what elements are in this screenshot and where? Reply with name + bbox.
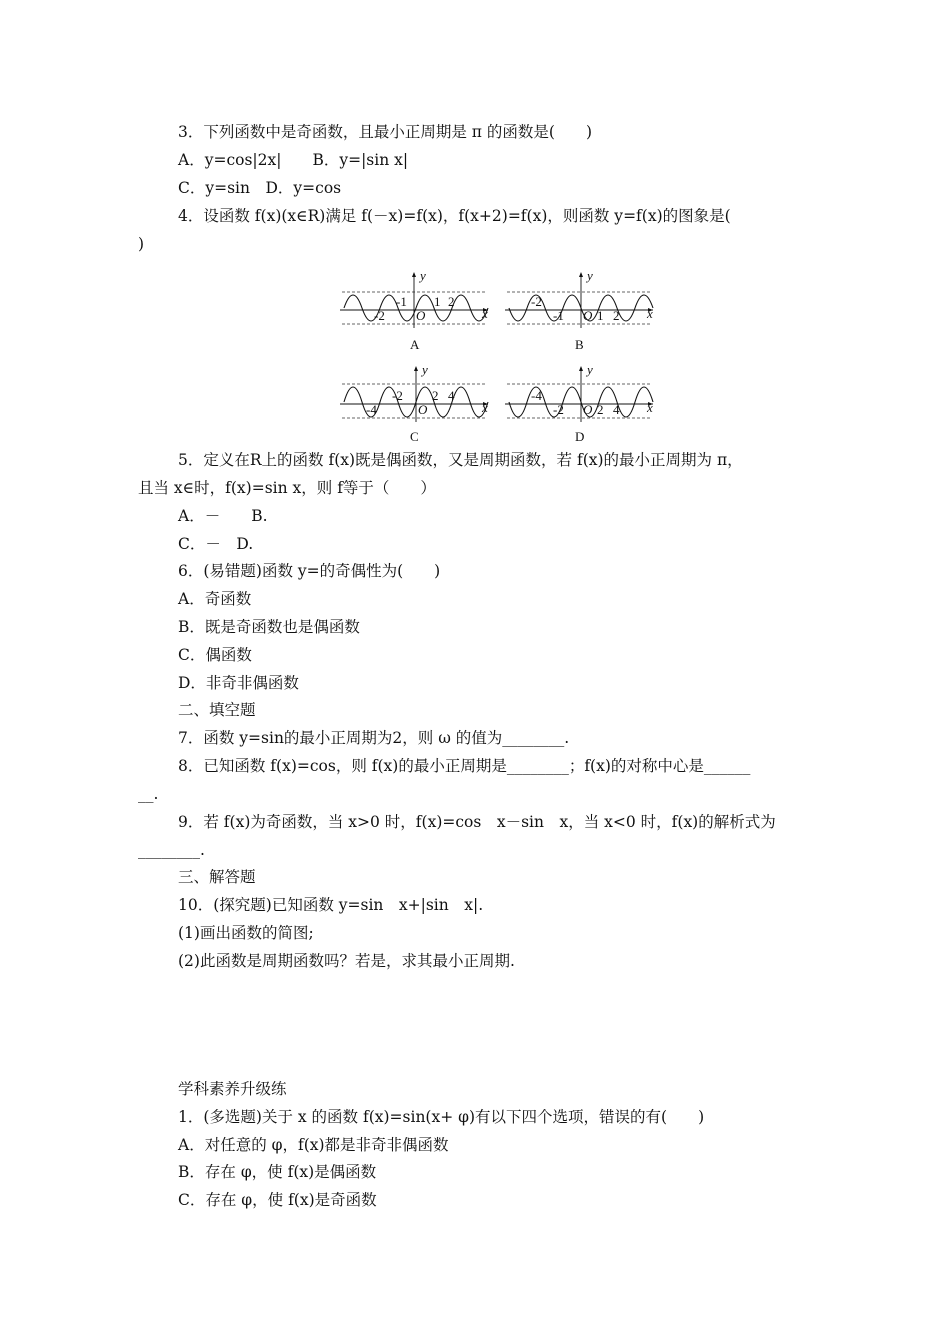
- section-answer: 三、解答题: [178, 868, 256, 886]
- u1-option-b: B．存在 φ，使 f(x)是偶函数: [178, 1163, 377, 1181]
- q3-options-cd: C．y=sin D．y=cos: [178, 179, 342, 197]
- graph-b-tick-neg1: -1: [553, 308, 564, 323]
- graph-d-tick-2: 2: [597, 402, 604, 417]
- q3-stem: 3．下列函数中是奇函数，且最小正周期是 π 的函数是( ): [178, 123, 592, 141]
- section-fill-in: 二、填空题: [178, 701, 256, 719]
- q4-stem-cont: ): [138, 235, 145, 253]
- u1-stem: 1．(多选题)关于 x 的函数 f(x)=sin(x+ φ)有以下四个选项，错误的有( ): [178, 1108, 705, 1126]
- graph-d-tick-neg2: -2: [553, 402, 564, 417]
- graph-a-caption: A: [410, 337, 420, 352]
- graph-c-tick-2: 2: [432, 388, 439, 403]
- q9-stem: 9．若 f(x)为奇函数，当 x>0 时，f(x)=cos x－sin x，当 x<0 时，f(x)的解析式为: [178, 813, 776, 831]
- graph-a-tick-1: 1: [434, 294, 441, 309]
- graph-b-caption: B: [575, 337, 584, 352]
- graph-c-tick-4: 4: [448, 388, 455, 403]
- graph-b: [505, 268, 657, 328]
- q7-stem: 7．函数 y=sin的最小正周期为2，则 ω 的值为________.: [178, 729, 570, 747]
- q10-stem: 10．(探究题)已知函数 y=sin x+|sin x|.: [178, 896, 484, 914]
- q5-options-ab: A．－ B.: [178, 507, 268, 525]
- graph-d-y-label: y: [587, 362, 593, 377]
- graph-c-y-label: y: [422, 362, 428, 377]
- u1-option-a: A．对任意的 φ，f(x)都是非奇非偶函数: [178, 1136, 449, 1154]
- graph-d-origin: O: [583, 402, 593, 417]
- graph-b-x-label: x: [647, 306, 653, 321]
- q6-option-c: C．偶函数: [178, 646, 252, 664]
- graph-a: [340, 268, 492, 328]
- q8-stem: 8．已知函数 f(x)=cos，则 f(x)的最小正周期是________；f(x)的对称中心是______: [178, 757, 751, 775]
- q6-option-b: B．既是奇函数也是偶函数: [178, 618, 360, 636]
- graph-b-tick-2: 2: [613, 308, 620, 323]
- graph-a-y-label: y: [420, 268, 426, 283]
- q5-stem-cont: 且当 x∈时，f(x)=sin x，则 f等于（ ）: [138, 479, 436, 497]
- q9-stem-cont: ________.: [138, 841, 205, 859]
- q10-part2: (2)此函数是周期函数吗？若是，求其最小正周期.: [178, 952, 515, 970]
- q5-stem: 5．定义在R上的函数 f(x)既是偶函数，又是周期函数，若 f(x)的最小正周期为 π，: [178, 451, 743, 469]
- graph-c-x-label: x: [482, 400, 488, 415]
- graph-a-x-label: x: [482, 306, 488, 321]
- graph-a-tick-neg2: -2: [374, 308, 385, 323]
- graph-b-y-label: y: [587, 268, 593, 283]
- graph-d-tick-4: 4: [613, 402, 620, 417]
- graph-c-caption: C: [410, 429, 419, 444]
- q6-option-a: A．奇函数: [178, 590, 252, 608]
- section-upgrade: 学科素养升级练: [178, 1080, 287, 1098]
- graph-b-tick-neg2: -2: [531, 294, 542, 309]
- u1-option-c: C．存在 φ，使 f(x)是奇函数: [178, 1191, 377, 1209]
- graph-c-origin: O: [418, 402, 428, 417]
- q3-options-ab: A．y=cos|2x| B．y=|sin x|: [178, 151, 409, 169]
- graph-c: [340, 362, 492, 422]
- q8-stem-cont: __.: [138, 785, 159, 803]
- graph-d-tick-neg4: -4: [531, 388, 542, 403]
- graph-a-tick-2: 2: [448, 294, 455, 309]
- q6-stem: 6．(易错题)函数 y=的奇偶性为( ): [178, 562, 441, 580]
- q10-part1: (1)画出函数的简图;: [178, 924, 314, 942]
- graph-d-x-label: x: [647, 400, 653, 415]
- q6-option-d: D．非奇非偶函数: [178, 674, 299, 692]
- graph-d: [505, 362, 657, 422]
- q5-options-cd: C．－ D.: [178, 535, 254, 553]
- graph-b-tick-1: 1: [597, 308, 604, 323]
- graph-a-origin: O: [416, 308, 426, 323]
- graph-a-tick-neg1: -1: [396, 294, 407, 309]
- graph-c-tick-neg4: -4: [366, 402, 377, 417]
- graph-c-tick-neg2: -2: [392, 388, 403, 403]
- q4-stem: 4．设函数 f(x)(x∈R)满足 f(－x)=f(x)，f(x+2)=f(x)，则函数 y=f(x)的图象是(: [178, 207, 731, 225]
- graph-d-caption: D: [575, 429, 585, 444]
- graph-b-origin: O: [583, 308, 593, 323]
